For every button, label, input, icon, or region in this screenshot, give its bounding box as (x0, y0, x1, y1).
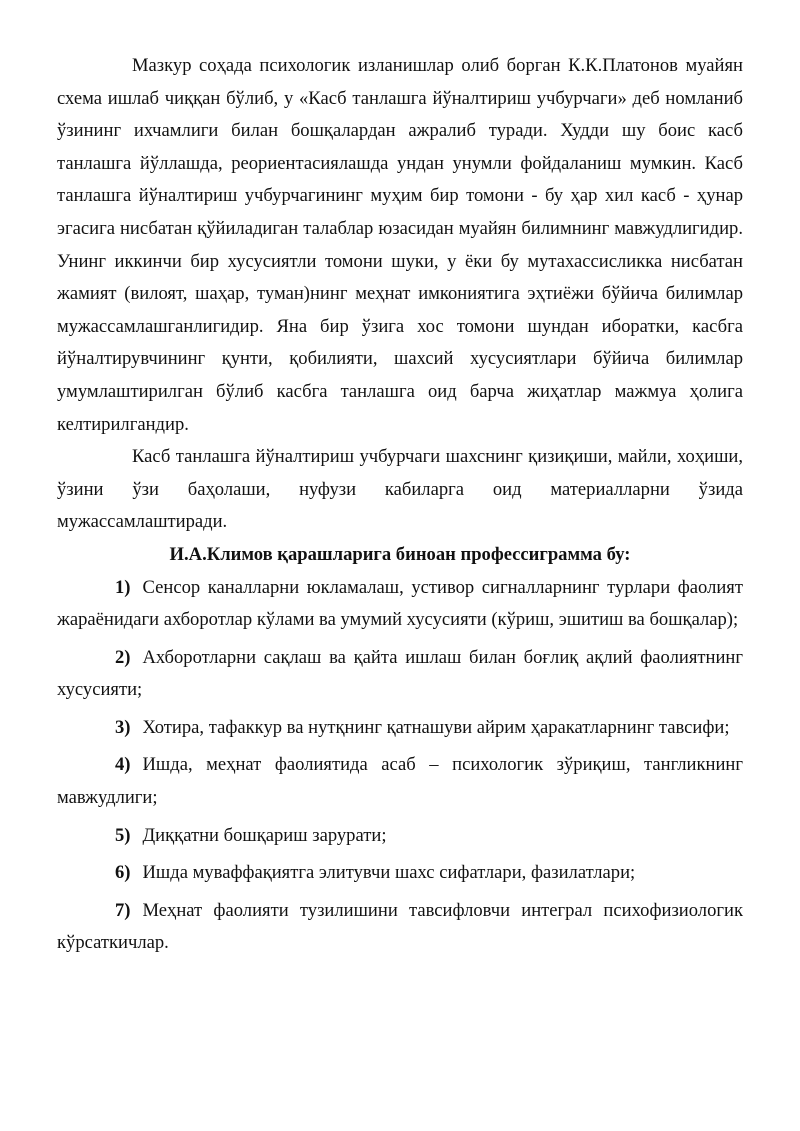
list-item (57, 857, 743, 890)
list-item-text: Ишда муваффақиятга элитувчи шахс сифатлари, фазилатлари; (142, 862, 636, 884)
list-item-text: Диққатни бошқариш зарурати; (142, 824, 387, 846)
list-item-number: 3) (115, 716, 131, 738)
list-item (57, 820, 743, 853)
list-item (57, 572, 743, 637)
list-item-number: 4) (115, 754, 131, 776)
list-item-number: 5) (115, 824, 131, 846)
list-item-number: 7) (115, 899, 131, 921)
section-heading: И.А.Климов қарашларига биноан профессиграмма бу: (169, 543, 631, 565)
list-item-text: Меҳнат фаолияти тузилишини тавсифловчи интеграл психофизиологик кўрсаткичлар. (57, 899, 743, 954)
list-item-text: Ахборотларни сақлаш ва қайта ишлаш билан боғлиқ ақлий фаолиятнинг хусусияти; (57, 646, 743, 701)
list-item-text: Хотира, тафаккур ва нутқнинг қатнашуви айрим ҳаракатларнинг тавсифи; (142, 716, 730, 738)
professiogram-list (57, 572, 743, 961)
list-item (57, 642, 743, 707)
list-item-number: 1) (115, 576, 131, 598)
paragraph-platonov: Мазкур соҳада психологик изланишлар олиб борган К.К.Платонов муайян схема ишлаб чиққан бўлиб, у «Касб танлашга йўналтириш учбурчаги» деб номланиб ўзининг ихчамлиги билан бошқалардан ажралиб туради. Худди шу боис касб танлашга йўллашда, реориентасиялашда ундан унумли фойдаланиш мумкин. Касб танлашга йўналтириш учбурчагининг муҳим бир томони - бу ҳар хил касб - ҳунар эгасига нисбатан қўйиладиган талаблар юзасидан муайян билимнинг мавжудлигидир. Унинг иккинчи бир хусусиятли томони шуки, у ёки бу мутахассисликка нисбатан жамият (вилоят, шаҳар, туман)нинг меҳнат имкониятига эҳтиёжи бўйича билимлар мужассамлашганлигидир. Яна бир ўзига хос томони шундан иборатки, касбга йўналтирувчининг қунти, қобилияти, шахсий хусусиятлари бўйича билимлар умумлаштирилган бўлиб касбга танлашга оид барча жиҳатлар мажмуа ҳолига келтирилгандир. (57, 55, 743, 435)
list-item (57, 749, 743, 814)
list-item-number: 6) (115, 862, 131, 884)
list-item-text: Ишда, меҳнат фаолиятида асаб – психологик зўриқиш, тангликнинг мавжудлиги; (57, 754, 743, 809)
list-item (57, 895, 743, 960)
document-page (57, 50, 743, 965)
list-item (57, 712, 743, 745)
list-item-text: Сенсор каналларни юкламалаш, устивор сигналларнинг турлари фаолият жараёнидаги ахборотлар кўлами ва умумий хусусияти (кўриш, эшитиш ва бошқалар); (57, 576, 743, 631)
list-item-number: 2) (115, 646, 131, 668)
paragraph-triangle: Касб танлашга йўналтириш учбурчаги шахснинг қизиқиши, майли, хоҳиши, ўзини ўзи баҳолаши, нуфузи кабиларга оид материалларни ўзида мужассамлаштиради. (57, 446, 743, 533)
